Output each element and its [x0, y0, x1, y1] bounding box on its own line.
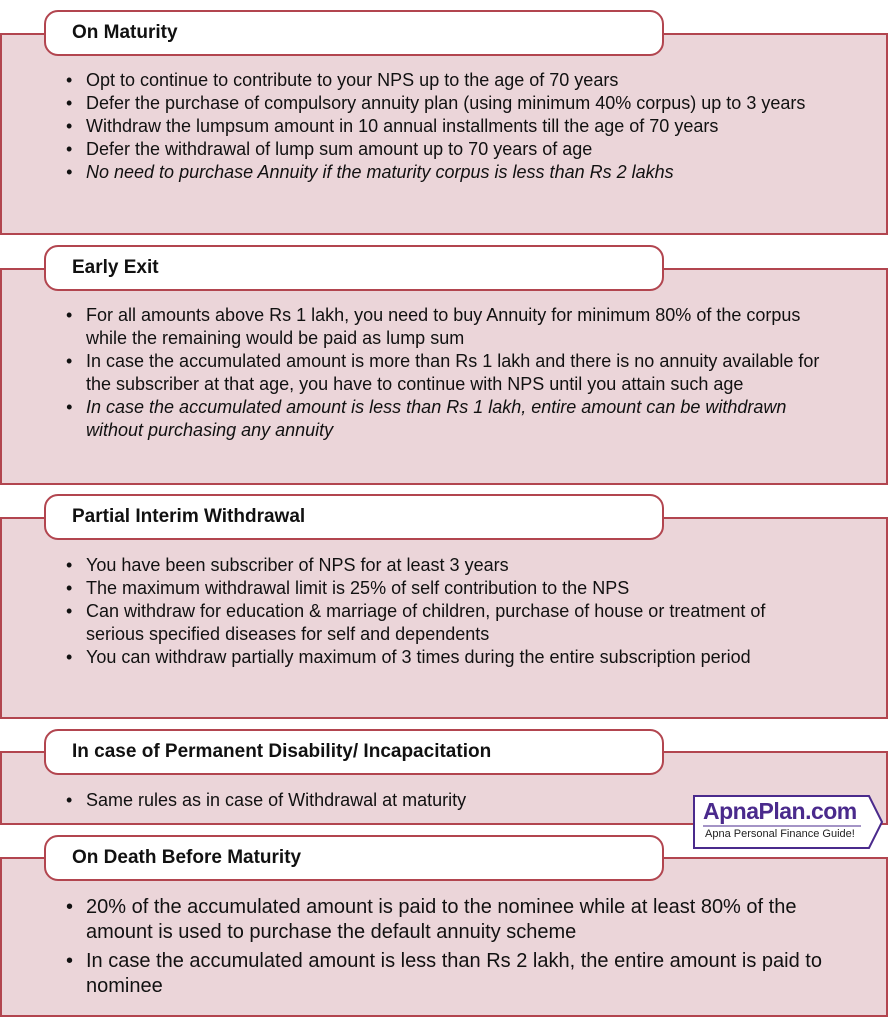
list-item: • No need to purchase Annuity if the maturity corpus is less than Rs 2 lakhs — [64, 161, 828, 184]
list-item: • Can withdraw for education & marriage of children, purchase of house or treatment of serious specified diseases for self and dependents — [64, 600, 828, 646]
list-item: • You have been subscriber of NPS for at least 3 years — [64, 554, 828, 577]
section-title: In case of Permanent Disability/ Incapacitation — [44, 729, 664, 775]
section-title: On Death Before Maturity — [44, 835, 664, 881]
list-item: • Defer the withdrawal of lump sum amount up to 70 years of age — [64, 138, 828, 161]
logo-brand-text: ApnaPlan.com — [703, 798, 857, 824]
list-item: • Defer the purchase of compulsory annuity plan (using minimum 40% corpus) up to 3 years — [64, 92, 828, 115]
bullet-list — [64, 895, 828, 1003]
bullet-list — [64, 554, 828, 669]
logo-tagline: Apna Personal Finance Guide! — [705, 828, 855, 840]
list-item: • Withdraw the lumpsum amount in 10 annual installments till the age of 70 years — [64, 115, 828, 138]
list-item: • In case the accumulated amount is less than Rs 1 lakh, entire amount can be withdrawn without purchasing any annuity — [64, 396, 828, 442]
section-title: Partial Interim Withdrawal — [44, 494, 664, 540]
section-title: Early Exit — [44, 245, 664, 291]
list-item: • 20% of the accumulated amount is paid to the nominee while at least 80% of the amount is used to purchase the default annuity scheme — [64, 895, 828, 945]
apnaplan-logo — [693, 795, 883, 849]
list-item: • The maximum withdrawal limit is 25% of self contribution to the NPS — [64, 577, 828, 600]
list-item: • You can withdraw partially maximum of 3 times during the entire subscription period — [64, 646, 828, 669]
list-item: • Opt to continue to contribute to your NPS up to the age of 70 years — [64, 69, 828, 92]
list-item: • In case the accumulated amount is less than Rs 2 lakh, the entire amount is paid to nominee — [64, 949, 828, 999]
bullet-list — [64, 69, 828, 184]
bullet-list — [64, 304, 828, 442]
section-title: On Maturity — [44, 10, 664, 56]
list-item: • Same rules as in case of Withdrawal at maturity — [64, 789, 828, 812]
list-item: • In case the accumulated amount is more than Rs 1 lakh and there is no annuity available for the subscriber at that age, you have to continue with NPS until you attain such age — [64, 350, 828, 396]
list-item: • For all amounts above Rs 1 lakh, you need to buy Annuity for minimum 80% of the corpus while the remaining would be paid as lump sum — [64, 304, 828, 350]
